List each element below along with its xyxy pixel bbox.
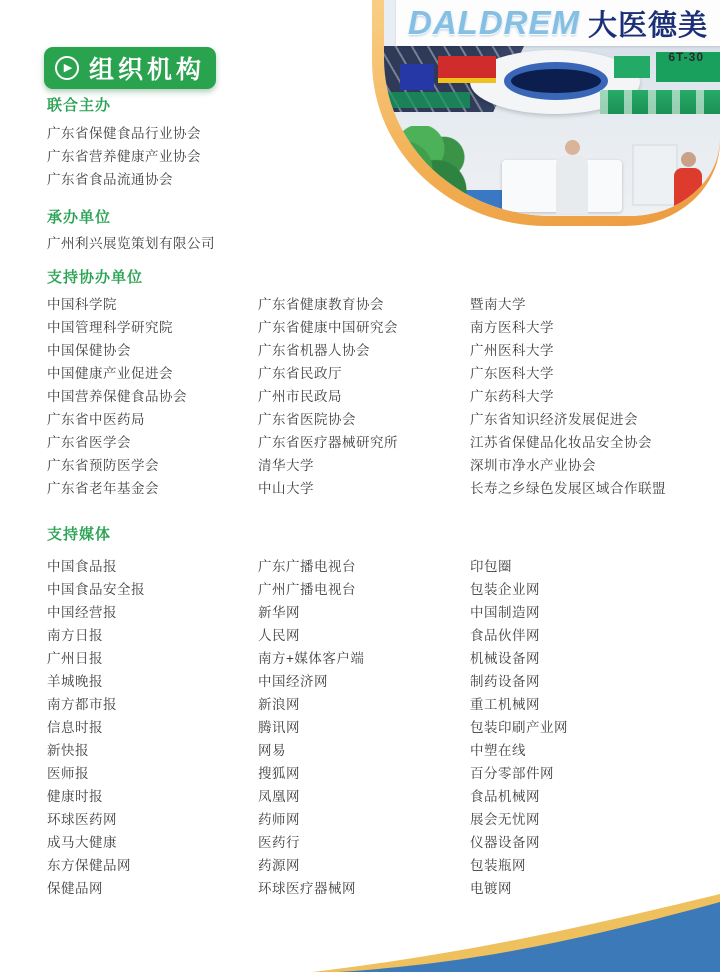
section-heading-joint-hosts: 联合主办 <box>47 97 112 114</box>
brand-logo-latin: DALDREM <box>408 4 580 41</box>
list-item: 包装瓶网 <box>470 858 526 873</box>
supporting-units-grid <box>47 293 707 500</box>
list-item: 广东省健康教育协会 <box>258 297 384 312</box>
supporting-units-column-2 <box>258 293 470 500</box>
page-title: 组织机构 <box>88 56 205 84</box>
supporting-media-column-3 <box>470 555 707 900</box>
list-item: 深圳市净水产业协会 <box>470 458 596 473</box>
supporting-media-column-2 <box>258 555 470 900</box>
list-item: 腾讯网 <box>258 720 300 735</box>
list-item: 印包圈 <box>470 559 512 574</box>
supporting-media-column-1 <box>47 555 258 900</box>
list-item: 医师报 <box>47 766 89 781</box>
list-item: 制药设备网 <box>470 674 540 689</box>
list-item: 广东药科大学 <box>470 389 554 404</box>
list-item: 广州日报 <box>47 651 103 666</box>
list-item: 中国保健协会 <box>47 343 131 358</box>
list-item: 羊城晚报 <box>47 674 103 689</box>
brand-logo-chinese: 大医德美 <box>587 9 708 42</box>
list-item: 广东省医学会 <box>47 435 131 450</box>
bottom-wave-decoration <box>0 872 720 972</box>
list-item: 中国经济网 <box>258 674 328 689</box>
list-item: 人民网 <box>258 628 300 643</box>
list-item: 广东省预防医学会 <box>47 458 159 473</box>
section-heading-supporting-media: 支持媒体 <box>47 526 112 543</box>
list-item: 南方医科大学 <box>470 320 554 335</box>
list-item: 广东省食品流通协会 <box>47 172 173 187</box>
list-item: 新华网 <box>258 605 300 620</box>
list-item: 广东医科大学 <box>470 366 554 381</box>
play-circle-icon: ▶ <box>55 56 79 80</box>
content-area <box>47 97 707 900</box>
list-item: 成马大健康 <box>47 835 117 850</box>
list-item: 包装企业网 <box>470 582 540 597</box>
list-item: 中国经营报 <box>47 605 117 620</box>
list-item: 广州广播电视台 <box>258 582 356 597</box>
joint-hosts-list <box>47 122 707 191</box>
list-item: 凤凰网 <box>258 789 300 804</box>
list-item: 广东省医疗器械研究所 <box>258 435 398 450</box>
list-item: 新浪网 <box>258 697 300 712</box>
booth-number: 6T-30 <box>668 50 704 64</box>
list-item: 机械设备网 <box>470 651 540 666</box>
list-item: 广东省营养健康产业协会 <box>47 149 201 164</box>
list-item: 中国科学院 <box>47 297 117 312</box>
list-item: 南方都市报 <box>47 697 117 712</box>
list-item: 新快报 <box>47 743 89 758</box>
list-item: 中国制造网 <box>470 605 540 620</box>
list-item: 广州市民政局 <box>258 389 342 404</box>
list-item: 广东广播电视台 <box>258 559 356 574</box>
list-item: 广东省健康中国研究会 <box>258 320 398 335</box>
list-item: 暨南大学 <box>470 297 526 312</box>
list-item: 长寿之乡绿色发展区域合作联盟 <box>470 481 666 496</box>
list-item: 健康时报 <box>47 789 103 804</box>
list-item: 广东省保健食品行业协会 <box>47 126 201 141</box>
list-item: 中山大学 <box>258 481 314 496</box>
list-item: 广东省知识经济发展促进会 <box>470 412 638 427</box>
supporting-units-column-3 <box>470 293 707 500</box>
list-item: 医药行 <box>258 835 300 850</box>
booth-fascia-sign <box>396 0 720 46</box>
supporting-units-column-1 <box>47 293 258 500</box>
supporting-media-grid <box>47 555 707 900</box>
list-item: 食品伙伴网 <box>470 628 540 643</box>
list-item: 药源网 <box>258 858 300 873</box>
list-item: 江苏省保健品化妆品安全协会 <box>470 435 652 450</box>
list-item: 中国食品报 <box>47 559 117 574</box>
list-item: 广东省民政厅 <box>258 366 342 381</box>
list-item: 广州利兴展览策划有限公司 <box>47 236 215 251</box>
list-item: 中国健康产业促进会 <box>47 366 173 381</box>
list-item: 清华大学 <box>258 458 314 473</box>
list-item: 中国管理科学研究院 <box>47 320 173 335</box>
list-item: 网易 <box>258 743 286 758</box>
list-item: 仪器设备网 <box>470 835 540 850</box>
list-item: 搜狐网 <box>258 766 300 781</box>
list-item: 南方日报 <box>47 628 103 643</box>
list-item: 环球医药网 <box>47 812 117 827</box>
list-item: 保健品网 <box>47 881 103 896</box>
list-item: 信息时报 <box>47 720 103 735</box>
list-item: 南方+媒体客户端 <box>258 651 365 666</box>
list-item: 包装印刷产业网 <box>470 720 568 735</box>
list-item: 东方保健品网 <box>47 858 131 873</box>
organizer-list <box>47 232 707 255</box>
section-title-badge <box>44 47 216 89</box>
blue-booth-sign <box>400 64 434 90</box>
section-heading-supporting-units: 支持协办单位 <box>47 269 144 286</box>
list-item: 百分零部件网 <box>470 766 554 781</box>
list-item: 中国营养保健食品协会 <box>47 389 187 404</box>
list-item: 中塑在线 <box>470 743 526 758</box>
section-heading-organizer: 承办单位 <box>47 209 112 226</box>
list-item: 食品机械网 <box>470 789 540 804</box>
list-item: 电镀网 <box>470 881 512 896</box>
list-item: 展会无忧网 <box>470 812 540 827</box>
list-item: 环球医疗器械网 <box>258 881 356 896</box>
list-item: 广东省中医药局 <box>47 412 145 427</box>
list-item: 广东省机器人协会 <box>258 343 370 358</box>
list-item: 广东省医院协会 <box>258 412 356 427</box>
list-item: 中国食品安全报 <box>47 582 145 597</box>
list-item: 广州医科大学 <box>470 343 554 358</box>
booth-ceiling-ring-logo <box>504 62 608 100</box>
list-item: 重工机械网 <box>470 697 540 712</box>
red-booth-sign <box>438 56 496 83</box>
list-item: 药师网 <box>258 812 300 827</box>
green-banner <box>614 56 650 78</box>
list-item: 广东省老年基金会 <box>47 481 159 496</box>
